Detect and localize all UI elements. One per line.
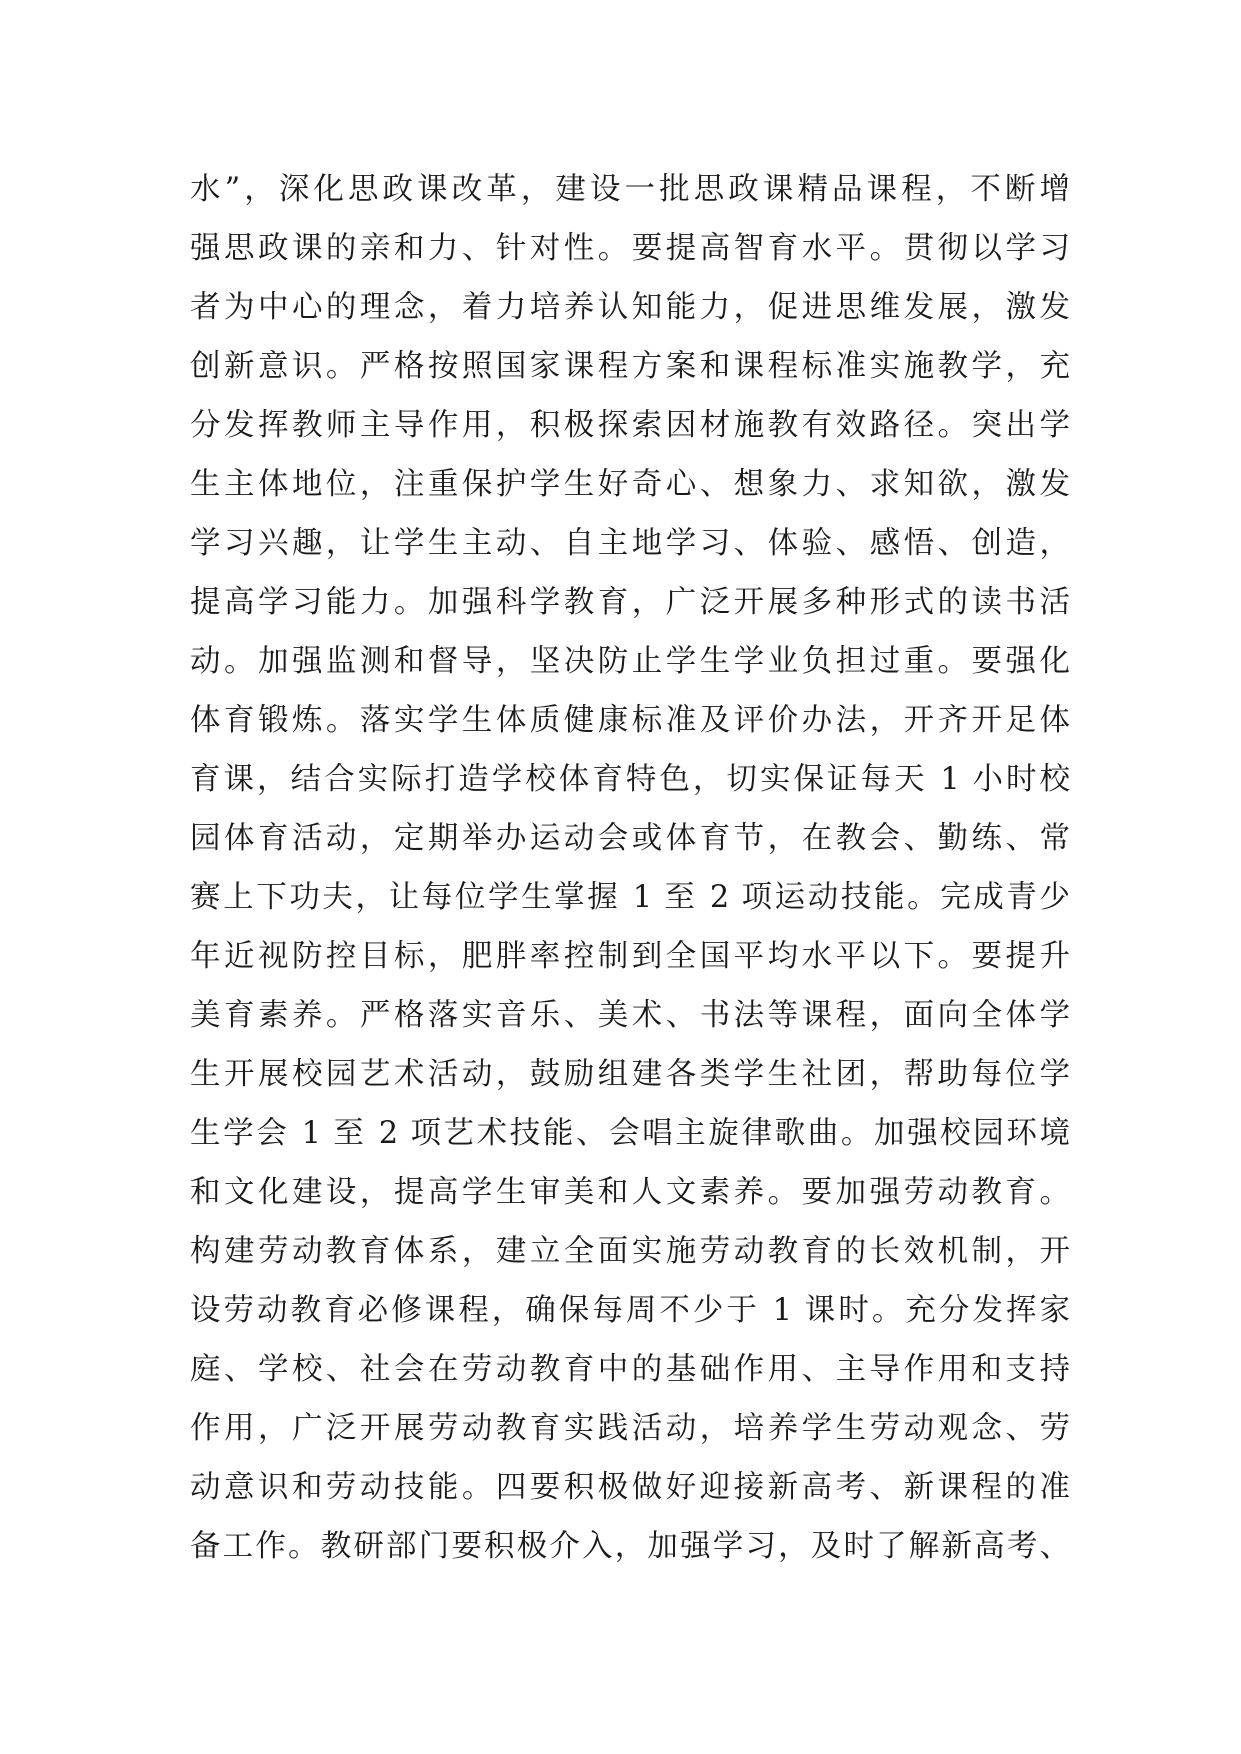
text-line-20: 设劳动教育必修课程，确保每周不少于 1 课时。充分发挥家: [190, 1293, 1070, 1328]
text-line-3: 者为中心的理念，着力培养认知能力，促进思维发展，激发: [190, 290, 1070, 325]
text-line-21: 庭、学校、社会在劳动教育中的基础作用、主导作用和支持: [190, 1352, 1070, 1387]
text-line-19: 构建劳动教育体系，建立全面实施劳动教育的长效机制，开: [190, 1234, 1070, 1269]
text-line-24: 备工作。教研部门要积极介入，加强学习，及时了解新高考、: [190, 1529, 1070, 1564]
text-line-9: 动。加强监测和督导，坚决防止学生学业负担过重。要强化: [190, 644, 1070, 679]
text-line-1: 水”，深化思政课改革，建设一批思政课精品课程，不断增: [190, 172, 1070, 207]
text-line-12: 园体育活动，定期举办运动会或体育节，在教会、勤练、常: [190, 821, 1070, 856]
text-line-10: 体育锻炼。落实学生体质健康标准及评价办法，开齐开足体: [190, 703, 1070, 738]
text-line-6: 生主体地位，注重保护学生好奇心、想象力、求知欲，激发: [190, 467, 1070, 502]
text-line-23: 动意识和劳动技能。四要积极做好迎接新高考、新课程的准: [190, 1470, 1070, 1505]
text-line-5: 分发挥教师主导作用，积极探索因材施教有效路径。突出学: [190, 408, 1070, 443]
text-line-22: 作用，广泛开展劳动教育实践活动，培养学生劳动观念、劳: [190, 1411, 1070, 1446]
text-line-8: 提高学习能力。加强科学教育，广泛开展多种形式的读书活: [190, 585, 1070, 620]
text-line-4: 创新意识。严格按照国家课程方案和课程标准实施教学，充: [190, 349, 1070, 384]
text-line-18: 和文化建设，提高学生审美和人文素养。要加强劳动教育。: [190, 1175, 1070, 1210]
text-line-11: 育课，结合实际打造学校体育特色，切实保证每天 1 小时校: [190, 762, 1070, 797]
text-line-14: 年近视防控目标，肥胖率控制到全国平均水平以下。要提升: [190, 939, 1070, 974]
text-line-17: 生学会 1 至 2 项艺术技能、会唱主旋律歌曲。加强校园环境: [190, 1116, 1070, 1151]
text-line-16: 生开展校园艺术活动，鼓励组建各类学生社团，帮助每位学: [190, 1057, 1070, 1092]
text-line-13: 赛上下功夫，让每位学生掌握 1 至 2 项运动技能。完成青少: [190, 880, 1070, 915]
text-line-7: 学习兴趣，让学生主动、自主地学习、体验、感悟、创造，: [190, 526, 1070, 561]
text-line-15: 美育素养。严格落实音乐、美术、书法等课程，面向全体学: [190, 998, 1070, 1033]
text-line-2: 强思政课的亲和力、针对性。要提高智育水平。贯彻以学习: [190, 231, 1070, 266]
body-paragraph: [190, 160, 1070, 1576]
